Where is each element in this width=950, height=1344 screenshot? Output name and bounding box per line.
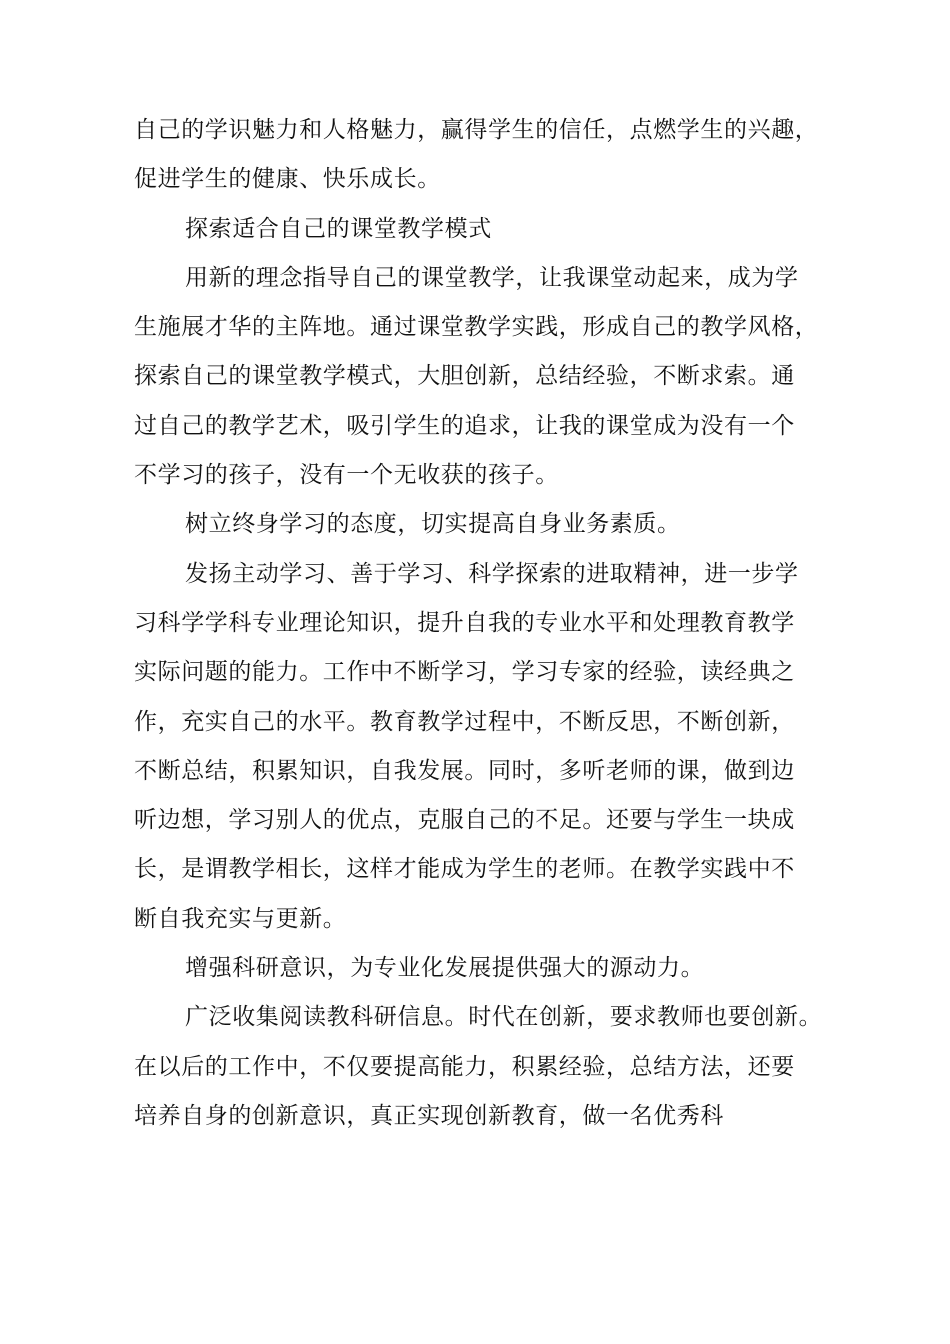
text-line: 培养自身的创新意识，真正实现创新教育，做一名优秀科: [134, 1102, 724, 1129]
text-line: 实际问题的能力。工作中不断学习，学习专家的经验，读经典之: [134, 659, 795, 686]
text-line: 在以后的工作中，不仅要提高能力，积累经验，总结方法，还要: [134, 1053, 795, 1080]
text-line: 过自己的教学艺术，吸引学生的追求，让我的课堂成为没有一个: [134, 412, 795, 439]
text-line: 树立终身学习的态度，切实提高自身业务素质。: [185, 511, 681, 538]
text-line: 生施展才华的主阵地。通过课堂教学实践，形成自己的教学风格，: [134, 314, 819, 341]
text-line: 不学习的孩子，没有一个无收获的孩子。: [134, 462, 559, 489]
text-line: 增强科研意识，为专业化发展提供强大的源动力。: [185, 955, 705, 982]
body-text: [134, 106, 834, 1141]
text-line: 不断总结，积累知识，自我发展。同时，多听老师的课，做到边: [134, 757, 795, 784]
text-line: 断自我充实与更新。: [134, 905, 347, 932]
text-line: 作，充实自己的水平。教育教学过程中，不断反思，不断创新，: [134, 708, 795, 735]
text-line: 广泛收集阅读教科研信息。时代在创新，要求教师也要创新。: [185, 1004, 823, 1031]
text-line: 促进学生的健康、快乐成长。: [134, 166, 441, 193]
text-line: 自己的学识魅力和人格魅力，赢得学生的信任，点燃学生的兴趣，: [134, 117, 819, 143]
text-line: 习科学学科专业理论知识，提升自我的专业水平和处理教育教学: [134, 609, 795, 636]
text-line: 用新的理念指导自己的课堂教学，让我课堂动起来，成为学: [185, 264, 799, 291]
text-line: 探索适合自己的课堂教学模式: [185, 215, 492, 242]
text-line: 发扬主动学习、善于学习、科学探索的进取精神，进一步学: [185, 560, 799, 587]
text-line: 探索自己的课堂教学模式，大胆创新，总结经验，不断求索。通: [134, 363, 795, 390]
text-line: 长，是谓教学相长，这样才能成为学生的老师。在教学实践中不: [134, 856, 795, 883]
text-line: 听边想，学习别人的优点，克服自己的不足。还要与学生一块成: [134, 807, 795, 834]
